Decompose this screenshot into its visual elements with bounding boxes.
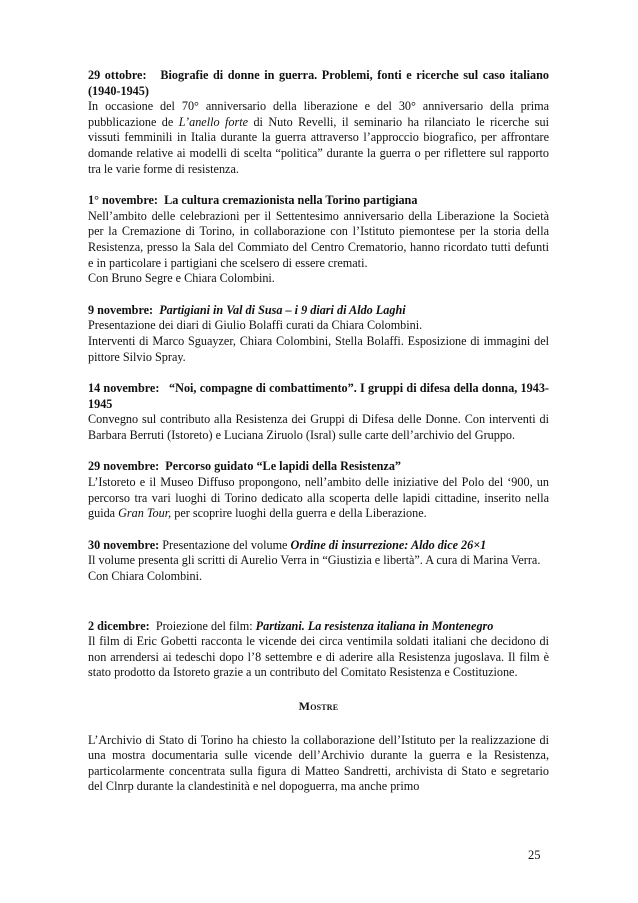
entry-date: 1° novembre: [88,193,158,208]
entry-body: Convegno sul contributo alla Resistenza dei Gruppi di Difesa delle Donne. Con interventi di Barbara Berruti (Istoreto) e Luciana Ziruolo (Isral) sulle carte dell’archivio del Gruppo. [88,412,549,442]
entry-30-novembre [88,538,549,585]
entry-body: In occasione del 70° anniversario della liberazione e del 30° anniversario della prima pubblicazione de L’anello forte di Nuto Revelli, il seminario ha rilanciato le ricerche sui vissuti femminili in Italia durante la guerra attraverso l’approccio biografico, per affrontare domande relative ai modelli di scelta “politica” durante la guerra o per riflettere sul rapporto tra le varie forme di resistenza. [88,99,549,176]
entry-title: La cultura cremazionista nella Torino partigiana [164,193,418,208]
entry-body: L’Istoreto e il Museo Diffuso propongono, nell’ambito delle iniziative del Polo del ‘900, un percorso tra vari luoghi di Torino dedicato alla scoperta delle lapidi cittadine, inserito nella guida Gran Tour, per scoprire luoghi della guerra e della Liberazione. [88,475,549,521]
entry-body: Presentazione dei diari di Giulio Bolaffi curati da Chiara Colombini. [88,318,423,333]
entry-29-ottobre [88,68,549,177]
entry-date: 29 novembre: [88,459,160,474]
entry-9-novembre [88,303,549,365]
book-title: L’anello forte [178,114,249,129]
entry-note: Con Bruno Segre e Chiara Colombini. [88,271,275,286]
entry-intro: Proiezione del film: [155,618,256,633]
entry-body: Il film di Eric Gobetti racconta le vicende dei circa ventimila soldati italiani che decidono di non arrendersi ai tedeschi dopo l’8 settembre e di aderire alla Resistenza jugoslava. Il film è stato prodotto da Istoreto grazie a un contributo del Comitato Resistenza e Costituzione. [88,634,549,680]
entry-body: Interventi di Marco Sguayzer, Chiara Colombini, Stella Bolaffi. Esposizione di immagini del pittore Silvio Spray. [88,333,549,364]
entry-title: Partizani. La resistenza italiana in Montenegro [255,618,494,633]
entry-14-novembre [88,381,549,443]
entry-date: 9 novembre: [88,302,154,317]
entry-title: Partigiani in Val di Susa – i 9 diari di Aldo Laghi [159,302,406,317]
entry-intro: Presentazione del volume [162,537,291,552]
entry-1-novembre [88,193,549,287]
entry-date: 30 novembre: [88,537,160,552]
entry-title: Percorso guidato “Le lapidi della Resistenza” [165,459,402,474]
entry-date: 14 novembre: [88,381,160,396]
entry-29-novembre [88,459,549,521]
section-heading: Mostre [298,699,339,713]
entry-title: “Noi, compagne di combattimento”. I gruppi di difesa della donna, 1943-1945 [88,381,549,411]
entry-body: Il volume presenta gli scritti di Aurelio Verra in “Giustizia e libertà”. A cura di Marina Verra. Con Chiara Colombini. [88,553,541,584]
entry-title: Biografie di donne in guerra. Problemi, fonti e ricerche sul caso italiano (1940-1945) [88,68,550,98]
entry-title: Ordine di insurrezione: Aldo dice 26×1 [290,537,487,552]
guide-title: Gran Tour, [118,506,172,521]
page-number: 25 [528,848,541,862]
entry-2-dicembre [88,619,549,681]
entry-body: Nell’ambito delle celebrazioni per il Settentesimo anniversario della Liberazione la Società per la Cremazione di Torino, in collaborazione con l’Istituto piemontese per la storia della Resistenza, presso la Sala del Commiato del Centro Crematorio, hanno ricordato tutti defunti e in particolare i partigiani che scelsero di essere cremati. [88,208,549,270]
entry-date: 2 dicembre: [88,618,150,633]
page-content [88,68,549,795]
entry-date: 29 ottobre: [88,68,147,82]
final-paragraph: L’Archivio di Stato di Torino ha chiesto la collaborazione dell’Istituto per la realizzazione di una mostra documentaria sulle vicende dell’Archivio durante la guerra e la Resistenza, particolarmente concentrata sulla figura di Matteo Sandretti, archivista di Stato e segretario del Clnrp durante la clandestinità e nel dopoguerra, ma anche primo [88,732,549,794]
